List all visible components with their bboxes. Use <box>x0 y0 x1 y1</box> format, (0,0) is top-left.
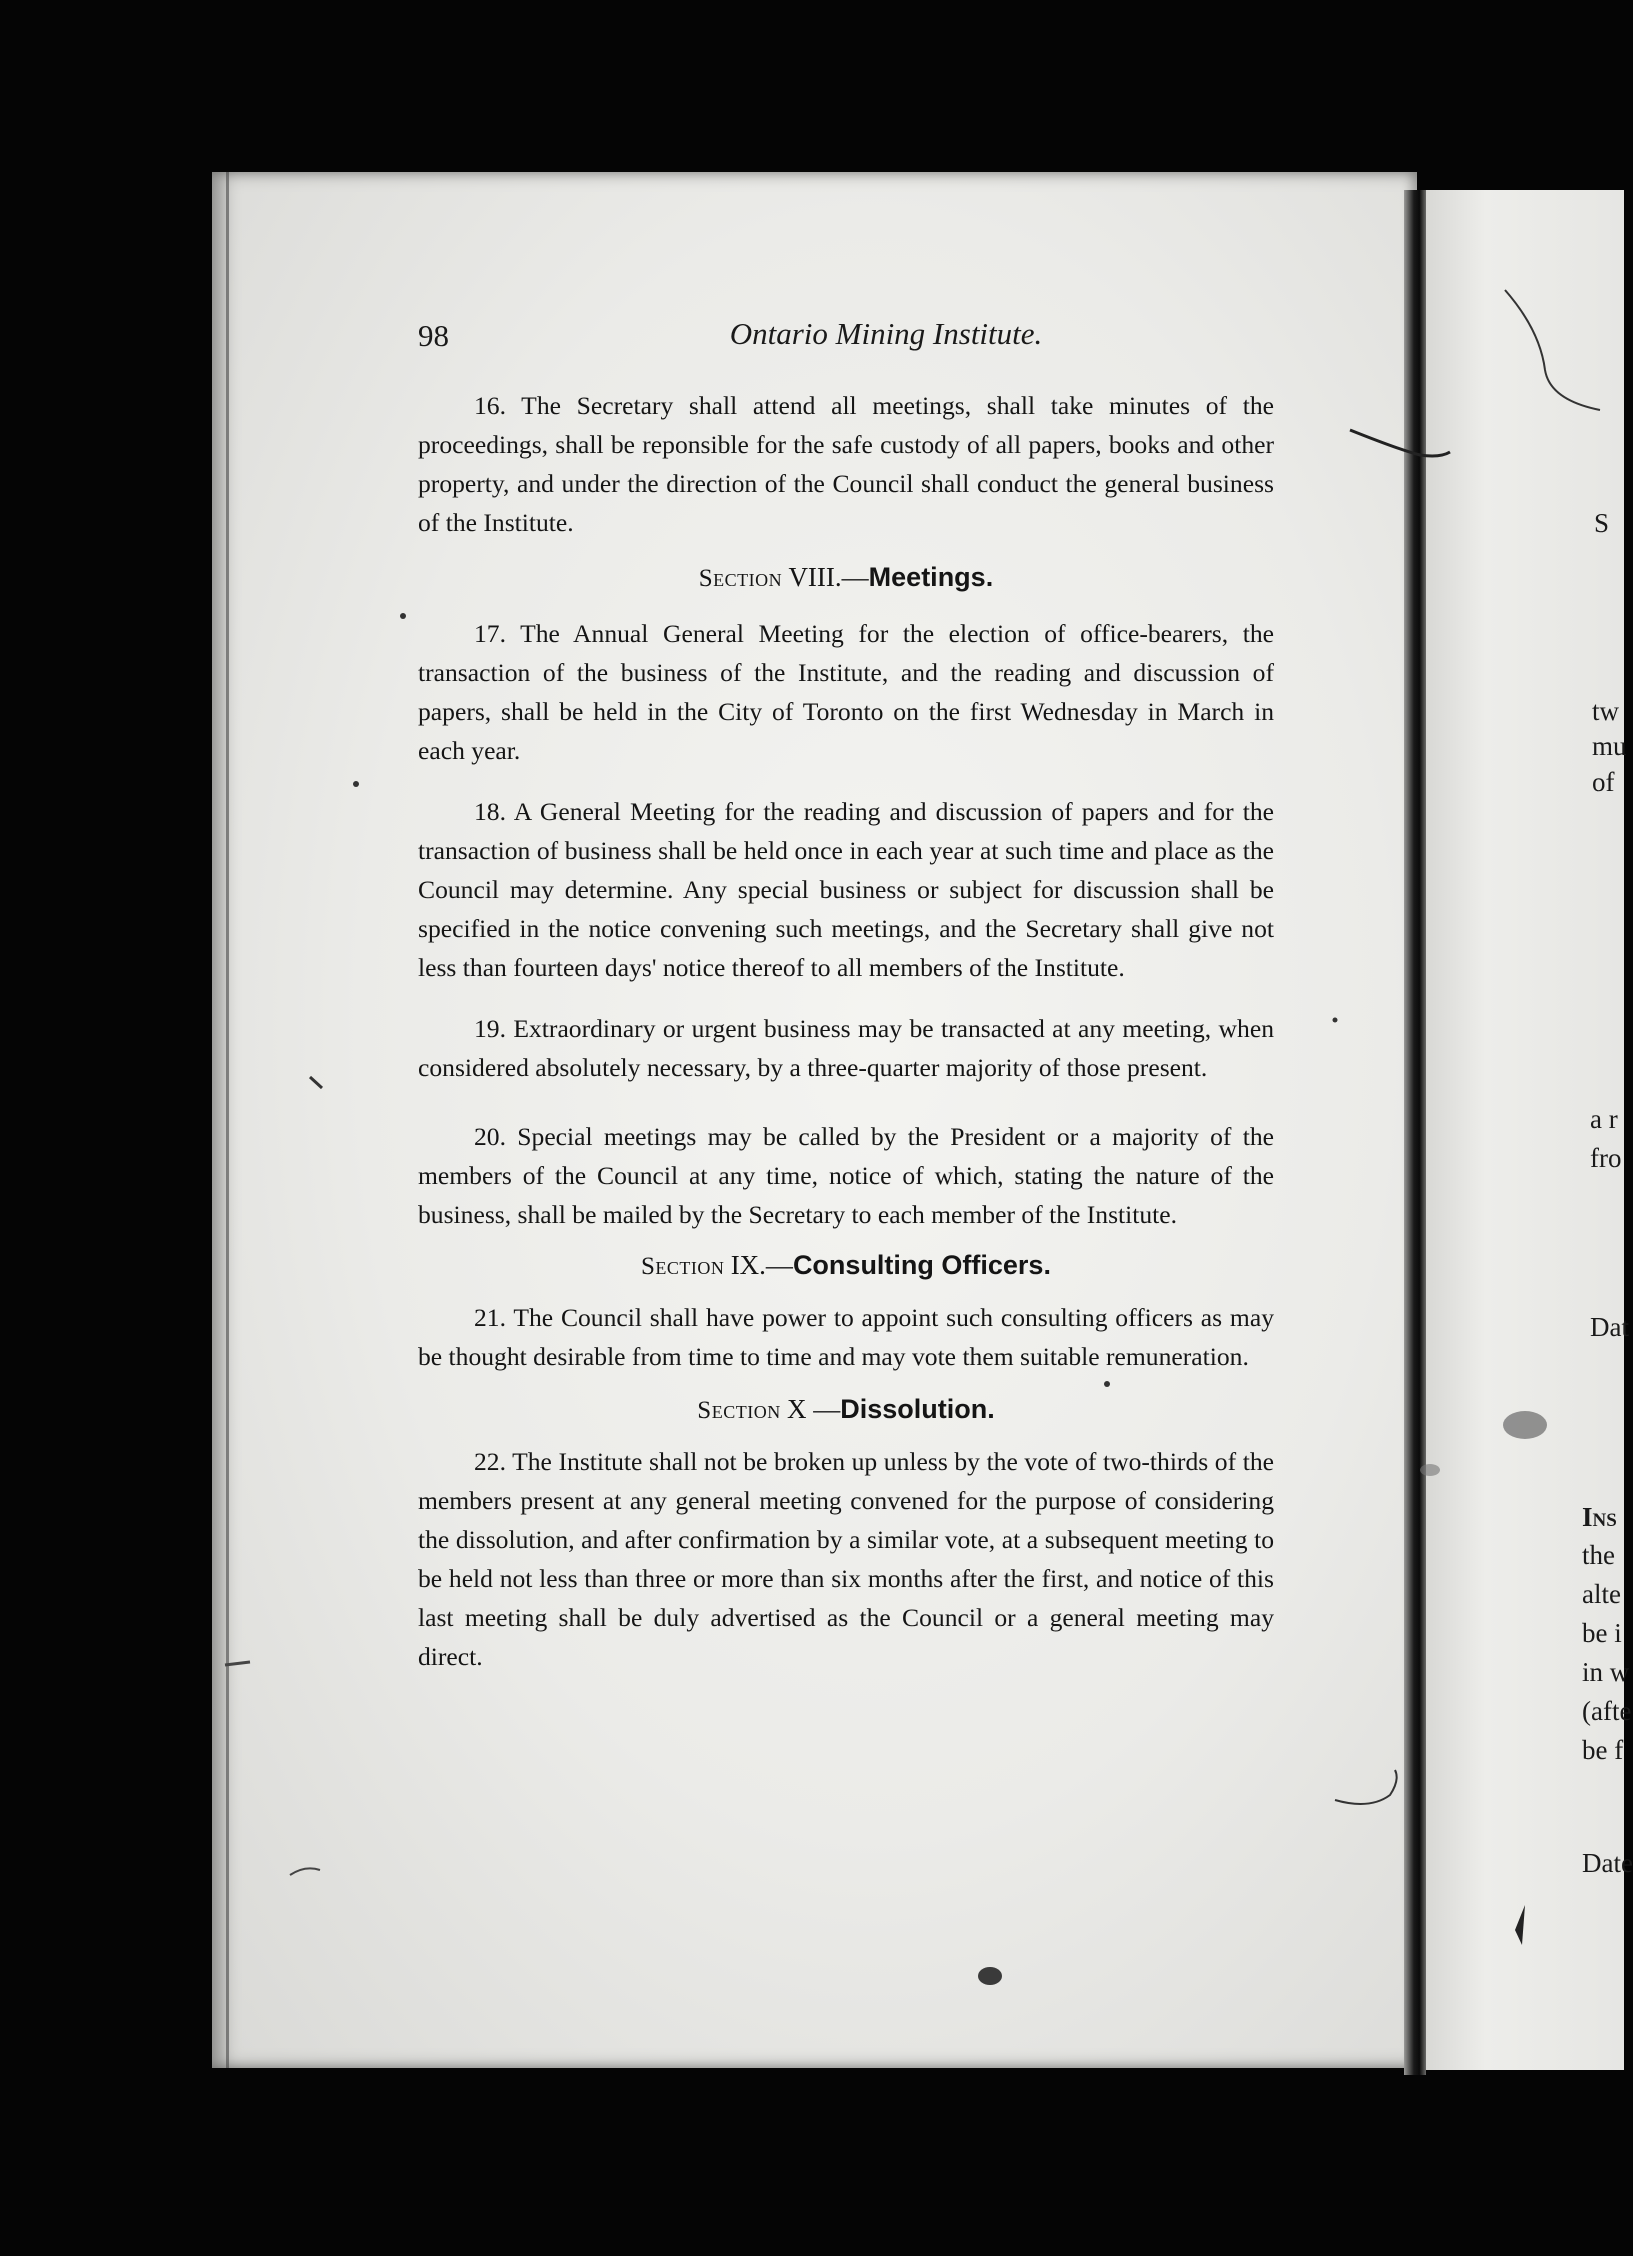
right-page-text-fragment: tw <box>1592 696 1619 726</box>
paragraph-17: 17. The Annual General Meeting for the election of office-bearers, the transaction of the business of the Institute, and the reading and discussion of papers, shall be held in the City of Toronto on the first Wednesday in March in each year. <box>418 619 1274 765</box>
paragraph-16: 16. The Secretary shall attend all meetings, shall take minutes of the proceedings, shall be reponsible for the safe custody of all papers, books and other property, and under the direction of the Council shall conduct the general business of the Institute. <box>418 391 1274 537</box>
right-page-text-fragment: Ins <box>1582 1502 1617 1532</box>
right-page-text-fragment: (afte <box>1582 1696 1632 1726</box>
paragraph-20: 20. Special meetings may be called by the President or a majority of the members of the Council at any time, notice of which, stating the nature of the business, shall be mailed by the Secretary to each member of the Institute. <box>418 1122 1274 1229</box>
right-page-text-fragment: Dat <box>1590 1312 1629 1342</box>
running-title: Ontario Mining Institute. <box>729 316 1043 351</box>
section-title: Meetings. <box>868 562 994 592</box>
page-number: 98 <box>418 318 449 353</box>
right-page-text-fragment: be i <box>1582 1618 1622 1648</box>
paragraph-22: 22. The Institute shall not be broken up unless by the vote of two-thirds of the members present at any general meeting convened for the purpose of considering the dissolution, and after confirmation by a similar vote, at a subsequent meeting to be held not less than three or more than six months after the first, and notice of this last meeting shall be duly advertised as the Council or a general meeting may direct. <box>418 1447 1274 1671</box>
right-page-text-fragment: mu <box>1592 731 1627 761</box>
right-page-text-fragment: alte <box>1582 1579 1621 1609</box>
section-number: IX.— <box>730 1250 793 1280</box>
right-page-text-fragment: be f <box>1582 1735 1624 1765</box>
right-page-text-fragment: of <box>1592 767 1615 797</box>
right-page-text-fragment: a r <box>1590 1104 1618 1134</box>
paragraph-18: 18. A General Meeting for the reading and discussion of papers and for the transaction of business shall be held once in each year at such time and place as the Council may determine. Any special business or subject for discussion shall be specified in the notice convening such meetings, and the Secretary shall give not less than fourteen days' notice thereof to all members of the Institute. <box>418 797 1274 982</box>
section-word: Section <box>698 565 783 592</box>
right-page-text-fragment: Date <box>1582 1848 1633 1878</box>
section-title: Consulting Officers. <box>792 1250 1051 1280</box>
section-word: Section <box>641 1253 725 1280</box>
section-title: Dissolution. <box>840 1394 995 1424</box>
right-page-text-fragment: S <box>1594 508 1610 538</box>
section-word: Section <box>697 1397 781 1424</box>
right-page-text-fragment: the <box>1582 1540 1615 1570</box>
right-page-text-fragment: in w <box>1582 1657 1630 1687</box>
paragraph-21: 21. The Council shall have power to appoint such consulting officers as may be thought desirable from time to time and may vote them suitable remuneration. <box>418 1303 1274 1371</box>
right-page-text-fragment: fro <box>1590 1143 1622 1173</box>
paragraph-19: 19. Extraordinary or urgent business may be transacted at any meeting, when considered absolutely necessary, by a three-quarter majority of those present. <box>418 1014 1274 1082</box>
section-number: VIII.— <box>788 562 869 592</box>
section-number: X — <box>786 1394 841 1424</box>
